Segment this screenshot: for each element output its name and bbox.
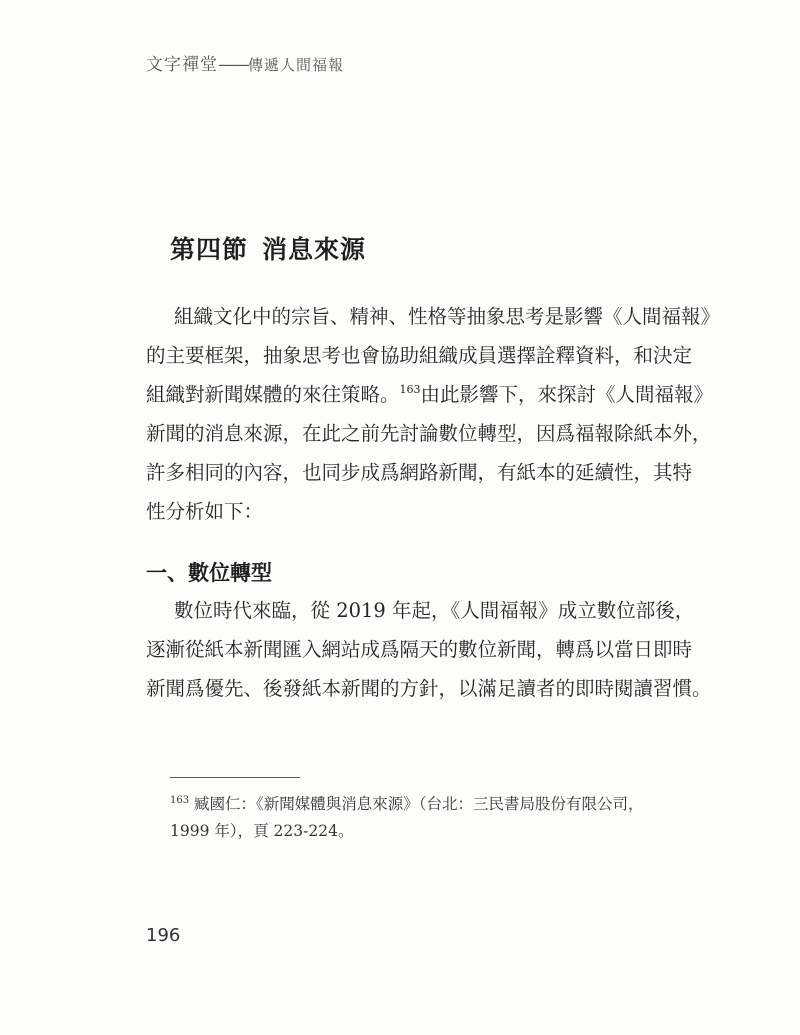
footnote-divider xyxy=(170,777,300,778)
paragraph-line-part: 組織對新聞媒體的來往策略。 xyxy=(146,383,400,406)
page-number: 196 xyxy=(146,925,181,946)
paragraph-line: 新聞爲優先、後發紙本新聞的方針，以滿足讀者的即時閱讀習慣。 xyxy=(146,677,712,700)
footnote-marker: 163 xyxy=(170,795,190,806)
paragraph-line: 許多相同的內容，也同步成爲網路新聞，有紙本的延續性，其特 xyxy=(146,461,693,484)
paragraph-line xyxy=(146,375,714,414)
section-heading xyxy=(170,230,366,266)
footnote-text: 臧國仁：《新聞媒體與消息來源》（台北：三民書局股份有限公司， xyxy=(194,795,644,813)
paragraph-line: 新聞的消息來源，在此之前先討論數位轉型，因爲福報除紙本外， xyxy=(146,422,712,445)
running-head-subtitle: 傳遞人間福報 xyxy=(248,56,345,74)
running-head xyxy=(146,50,344,75)
footnote-reference[interactable]: 163 xyxy=(399,383,421,396)
running-head-book-title: 文字禪堂 xyxy=(146,55,218,75)
footnote-line: 1999 年），頁 223-224。 xyxy=(170,822,354,840)
footnote-line xyxy=(170,791,690,818)
paragraph-line: 性分析如下： xyxy=(146,500,264,523)
section-title: 消息來源 xyxy=(262,235,367,264)
running-head-dash: —— xyxy=(218,55,248,75)
paragraph-intro xyxy=(146,297,721,531)
section-number: 第四節 xyxy=(170,235,249,264)
paragraph-line: 組織文化中的宗旨、精神、性格等抽象思考是影響《人間福報》 xyxy=(174,305,721,328)
subsection-heading: 一、數位轉型 xyxy=(146,560,272,585)
paragraph-line: 的主要框架，抽象思考也會協助組織成員選擇詮釋資料，和決定 xyxy=(146,344,693,367)
paragraph-line: 逐漸從紙本新聞匯入網站成爲隔天的數位新聞，轉爲以當日即時 xyxy=(146,638,693,661)
paragraph-line-part: 由此影響下，來探討《人間福報》 xyxy=(420,383,714,406)
paragraph-digital-transformation xyxy=(146,591,712,708)
paragraph-line: 數位時代來臨，從 2019 年起，《人間福報》成立數位部後， xyxy=(174,599,695,622)
footnote xyxy=(170,791,690,845)
